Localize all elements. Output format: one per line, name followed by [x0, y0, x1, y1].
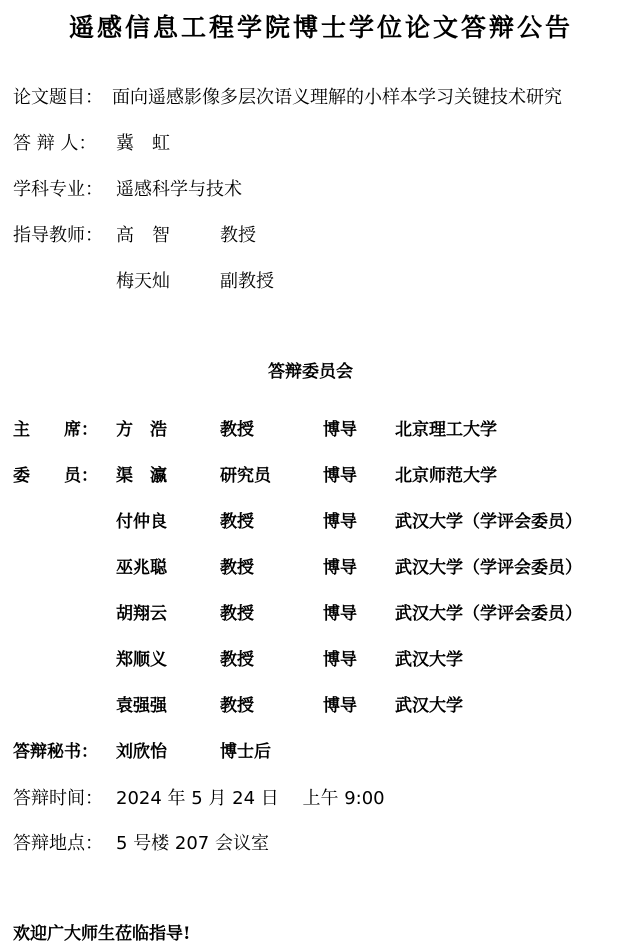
- page-title: 遥感信息工程学院博士学位论文答辩公告: [68, 13, 573, 42]
- member-title: 教授: [220, 696, 254, 716]
- member-title: 教授: [220, 512, 254, 532]
- member-name: 胡翔云: [116, 604, 167, 624]
- member-affiliation: 北京理工大学: [395, 420, 497, 440]
- advisor-name: 高 智: [116, 225, 170, 246]
- major-value: 遥感科学与技术: [116, 179, 242, 200]
- secretary-name: 刘欣怡: [116, 742, 167, 762]
- member-affiliation: 北京师范大学: [395, 466, 497, 486]
- member-affiliation: 武汉大学（学评会委员）: [395, 512, 582, 532]
- member-name: 袁强强: [116, 696, 167, 716]
- member-affiliation: 武汉大学: [395, 696, 463, 716]
- member-title: 教授: [220, 558, 254, 578]
- member-name: 渠 瀛: [116, 466, 167, 486]
- chair-label: 主 席：: [13, 420, 98, 440]
- place-value: 5 号楼 207 会议室: [116, 833, 269, 854]
- member-affiliation: 武汉大学: [395, 650, 463, 670]
- secretary-title: 博士后: [220, 742, 271, 762]
- advisor-title: 教授: [220, 225, 256, 246]
- closing-text: 欢迎广大师生莅临指导!: [13, 924, 191, 944]
- members-label: 委 员：: [13, 466, 98, 486]
- candidate-label: 答 辩 人：: [13, 133, 97, 154]
- member-affiliation: 武汉大学（学评会委员）: [395, 558, 582, 578]
- thesis-label: 论文题目：: [13, 87, 103, 108]
- advisors-label: 指导教师：: [13, 225, 103, 246]
- member-role: 博导: [323, 650, 357, 670]
- member-role: 博导: [323, 604, 357, 624]
- member-role: 博导: [323, 420, 357, 440]
- member-title: 教授: [220, 650, 254, 670]
- time-label: 答辩时间：: [13, 788, 103, 809]
- committee-heading: 答辩委员会: [268, 362, 353, 382]
- advisor-name: 梅天灿: [116, 271, 170, 292]
- member-role: 博导: [323, 466, 357, 486]
- candidate-name: 冀 虹: [116, 133, 170, 154]
- member-name: 巫兆聪: [116, 558, 167, 578]
- member-role: 博导: [323, 696, 357, 716]
- member-name: 付仲良: [116, 512, 167, 532]
- member-name: 郑顺义: [116, 650, 167, 670]
- advisor-title: 副教授: [220, 271, 274, 292]
- member-title: 研究员: [220, 466, 271, 486]
- member-role: 博导: [323, 558, 357, 578]
- place-label: 答辩地点：: [13, 833, 103, 854]
- thesis-title: 面向遥感影像多层次语义理解的小样本学习关键技术研究: [112, 87, 562, 108]
- time-value: 2024 年 5 月 24 日 上午 9:00: [116, 788, 385, 809]
- member-title: 教授: [220, 604, 254, 624]
- major-label: 学科专业：: [13, 179, 103, 200]
- member-name: 方 浩: [116, 420, 167, 440]
- secretary-label: 答辩秘书：: [13, 742, 98, 762]
- member-role: 博导: [323, 512, 357, 532]
- member-affiliation: 武汉大学（学评会委员）: [395, 604, 582, 624]
- member-title: 教授: [220, 420, 254, 440]
